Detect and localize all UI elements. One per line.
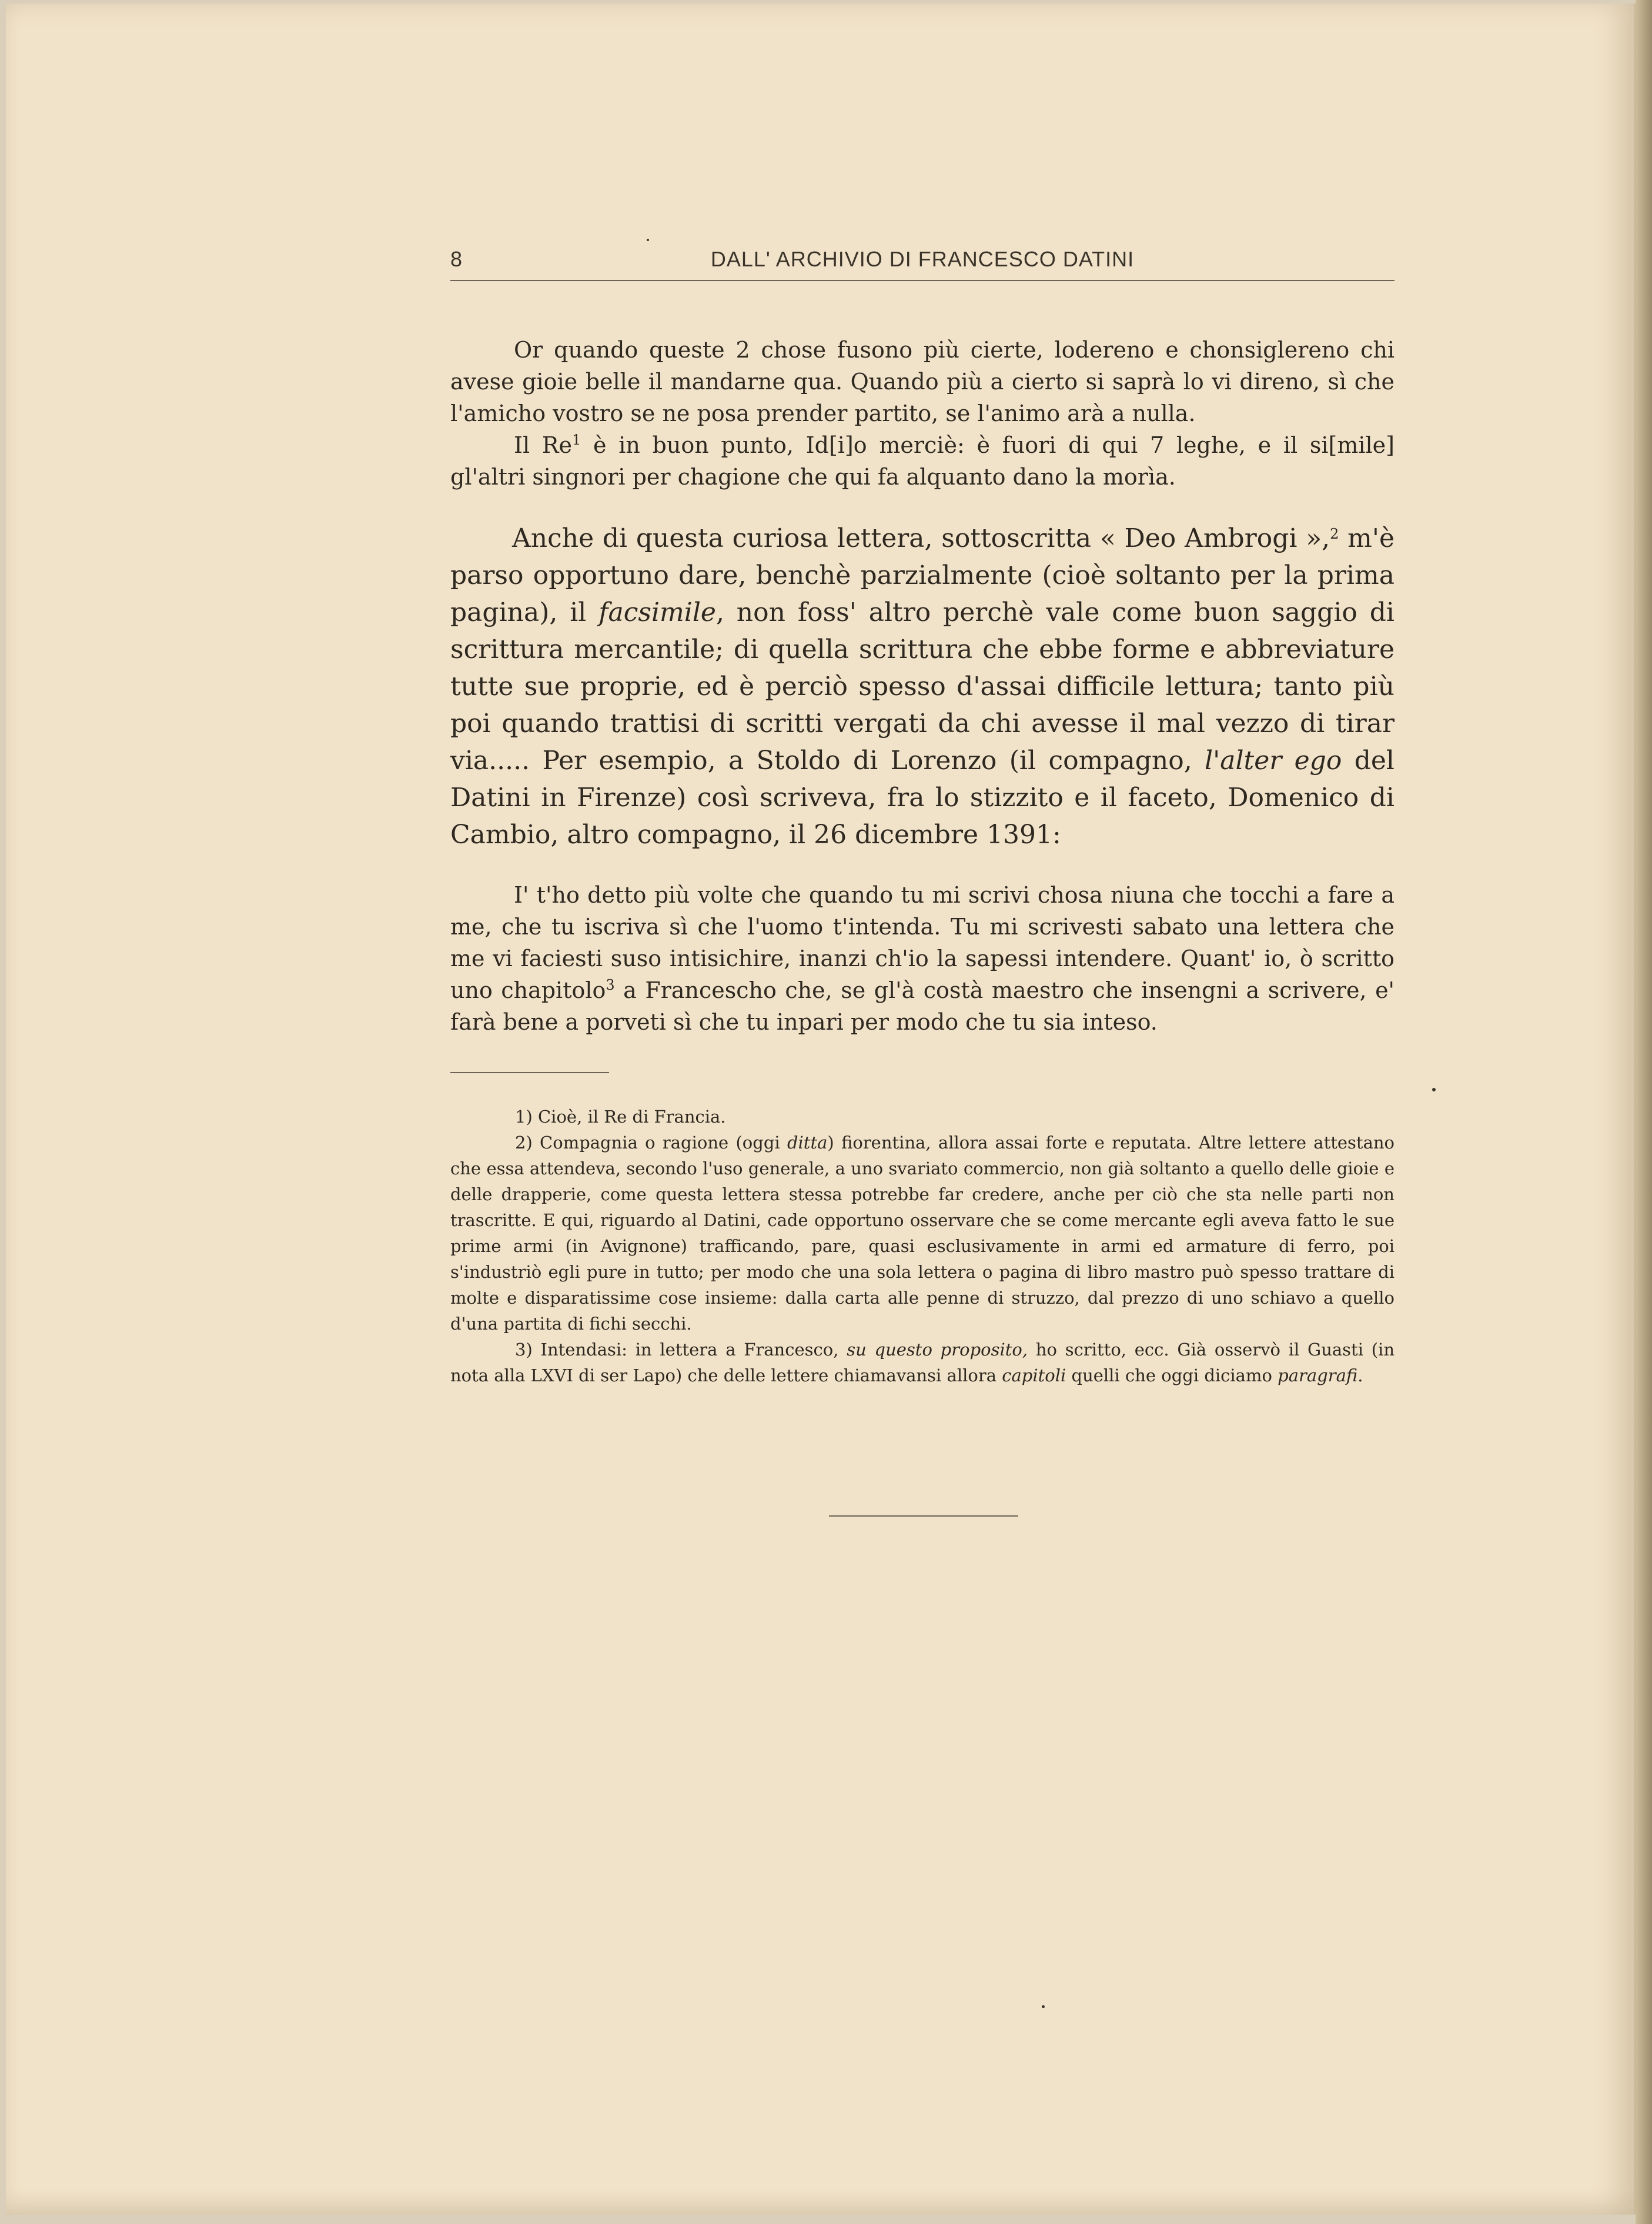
quoted-letter-excerpt: [450, 879, 1394, 1038]
quote-paragraph: Or quando queste 2 chose fusono più cierte, lodereno e chonsiglereno chi avese gioie belle il mandarne qua. Quando più a cierto si saprà lo vi direno, sì che l'amicho vostro se ne posa prender partito, se l'animo arà a nulla.: [450, 337, 1394, 426]
footnote-ref: 2: [1330, 526, 1339, 542]
footnote-ref: 3: [606, 977, 615, 993]
page-number: 8: [450, 247, 463, 271]
paper-speck: [1432, 1088, 1436, 1091]
text-block: [450, 239, 1394, 1388]
footnote-3: 3) Intendasi: in lettera a Francesco, su questo proposito, ho scritto, ecc. Già osservò il Guasti (in nota alla LXVI di ser Lapo) che delle lettere chiamavansi allora capitoli quelli che oggi diciamo paragrafi.: [450, 1340, 1395, 1385]
footnote-1: 1) Cioè, il Re di Francia.: [515, 1107, 726, 1127]
running-head: [450, 239, 1394, 281]
quote-paragraph: Il Re$^1$ è in buon punto, Id[i]o merciè: è fuori di qui 7 leghe, e il si[mile] gl'altri singnori per chagione che qui fa alquanto dano la morìa.: [450, 432, 1394, 490]
footnotes: [450, 1104, 1394, 1388]
quote-paragraph: I' t'ho detto più volte che quando tu mi scrivi chosa niuna che tocchi a fare a me, che tu iscriva sì che l'uomo t'intenda. Tu mi scrivesti sabato una lettera che me vi faciesti suso intisichire, inanzi ch'io la sapessi intendere. Quant' io, ò scritto uno chapitolo$^3$ a Franceschо che, se gl'à costà maestro che insengni a scrivere, e' farà bene a porveti sì che tu inpari per modo che tu sia inteso.: [450, 882, 1394, 1035]
footnote-rule: [450, 1072, 609, 1073]
footnote-ref: 1: [571, 432, 581, 448]
footnote-2: 2) Compagnia o ragione (oggi ditta) fiorentina, allora assai forte e reputata. Altre lettere attestano che essa attendeva, secondo l'uso generale, a uno svariato commercio, non già soltanto a quello delle gioie e delle drapperie, come questa lettera stessa potrebbe far credere, anche per ciò che sta nelle parti non trascritte. E qui, riguardo al Datini, cade opportuno osservare che se come mercante egli aveva fatto le sue prime armi (in Avignone) trafficando, pare, quasi esclusivamente in armi ed armature di ferro, poi s'industriò egli pure in tutto; per modo che una sola lettera o pagina di libro mastro può spesso trattare di molte e disparatissime cose insieme: dalla carta alle penne di struzzo, dal prezzo di uno schiavo a quello d'una partita di fichi secchi.: [450, 1133, 1395, 1334]
running-title: DALL' ARCHIVIO DI FRANCESCO DATINI: [710, 247, 1135, 271]
page-edge: [1636, 0, 1652, 2224]
end-rule: [829, 1515, 1018, 1517]
body-paragraph: Anche di questa curiosa lettera, sottoscritta « Deo Ambrogi »,$^2$ m'è parso opportuno dare, benchè parzialmente (cioè soltanto per la prima pagina), il facsimile, non foss' altro perchè vale come buon saggio di scrittura mercantile; di quella scrittura che ebbe forme e abbreviature tutte sue proprie, ed è perciò spesso d'assai difficile lettura; tanto più poi quando trattisi di scritti vergati da chi avesse il mal vezzo di tirar via..... Per esempio, a Stoldo di Lorenzo (il compagno, l'alter ego del Datini in Firenze) così scriveva, fra lo stizzito e il faceto, Domenico di Cambio, altro compagno, il 26 dicembre 1391:: [450, 523, 1395, 850]
paper-speck: [1042, 2005, 1045, 2008]
page-sheet: [6, 4, 1638, 2215]
quoted-letter-excerpt: [450, 334, 1394, 493]
